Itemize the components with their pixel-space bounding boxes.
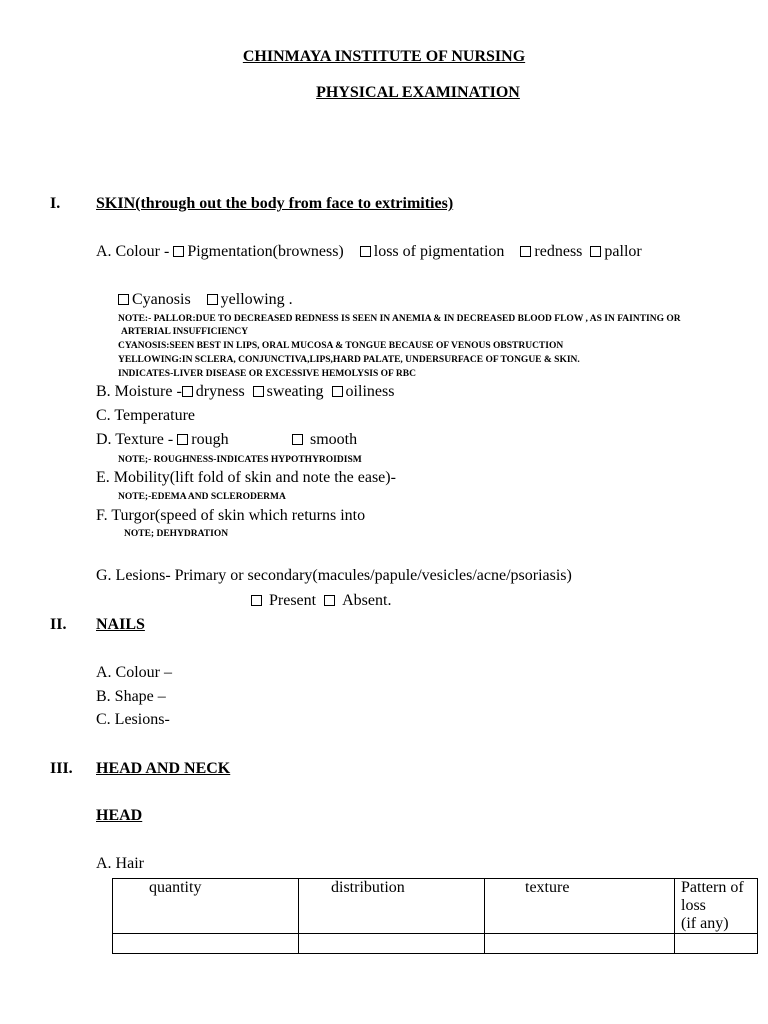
checkbox-absent[interactable] — [324, 595, 335, 606]
option-oiliness: oiliness — [345, 383, 395, 400]
section-number-head-neck: III. — [50, 760, 73, 777]
table-cell[interactable] — [485, 934, 675, 954]
option-loss-of-pigmentation: loss of pigmentation — [373, 243, 505, 260]
nails-item: A. Colour – — [96, 664, 172, 681]
option-redness: redness — [534, 243, 583, 260]
hair-table — [112, 878, 758, 954]
option-cyanosis: Cyanosis — [132, 291, 191, 308]
checkbox-dryness[interactable] — [182, 386, 193, 397]
texture-smooth — [292, 431, 357, 449]
note-cyanosis: CYANOSIS:SEEN BEST IN LIPS, ORAL MUCOSA & TONGUE BECAUSE OF VENOUS OBSTRUCTION — [118, 341, 564, 351]
checkbox-smooth[interactable] — [292, 434, 303, 445]
colour-row-2 — [118, 291, 293, 309]
section-heading-skin: SKIN(through out the body from face to extrimities) — [96, 195, 454, 212]
texture-label: D. Texture - — [96, 431, 174, 448]
form-title: PHYSICAL EXAMINATION — [316, 84, 520, 101]
table-cell[interactable] — [675, 934, 758, 954]
checkbox-loss-of-pigmentation[interactable] — [360, 246, 371, 257]
table-row — [113, 934, 758, 954]
colour-row — [96, 243, 642, 261]
nails-item: C. Lesions- — [96, 711, 170, 728]
lesions-item: G. Lesions- Primary or secondary(macules/papule/vesicles/acne/psoriasis) — [96, 567, 572, 584]
note-edema: NOTE;-EDEMA AND SCLERODERMA — [118, 492, 286, 502]
note-yellowing: YELLOWING:IN SCLERA, CONJUNCTIVA,LIPS,HARD PALATE, UNDERSURFACE OF TONGUE & SKIN. — [118, 355, 580, 365]
section-number-skin: I. — [50, 195, 61, 212]
moisture-label: B. Moisture - — [96, 383, 182, 400]
section-number-nails: II. — [50, 616, 67, 633]
option-pigmentation: Pigmentation(browness) — [187, 243, 344, 260]
colour-label: A. Colour - — [96, 243, 170, 260]
note-arterial: ARTERIAL INSUFFICIENCY — [121, 327, 249, 337]
moisture-row — [96, 383, 394, 401]
note-roughness: NOTE;- ROUGHNESS-INDICATES HYPOTHYROIDISM — [118, 455, 362, 465]
table-header-cell: distribution — [299, 879, 485, 934]
turgor-item: F. Turgor(speed of skin which returns into — [96, 507, 366, 524]
option-pallor: pallor — [604, 243, 642, 260]
note-dehydration: NOTE; DEHYDRATION — [124, 529, 229, 539]
mobility-item: E. Mobility(lift fold of skin and note the ease)- — [96, 469, 396, 486]
checkbox-redness[interactable] — [520, 246, 531, 257]
section-heading-nails: NAILS — [96, 616, 145, 633]
option-rough: rough — [191, 431, 229, 448]
checkbox-yellowing[interactable] — [207, 294, 218, 305]
checkbox-sweating[interactable] — [253, 386, 264, 397]
option-dryness: dryness — [195, 383, 245, 400]
note-pallor: NOTE:- PALLOR:DUE TO DECREASED REDNESS IS SEEN IN ANEMIA & IN DECREASED BLOOD FLOW , AS IN FAINTING OR — [118, 314, 681, 324]
option-absent: Absent. — [342, 592, 392, 609]
checkbox-present[interactable] — [251, 595, 262, 606]
checkbox-rough[interactable] — [177, 434, 188, 445]
texture-row — [96, 431, 229, 449]
option-present: Present — [269, 592, 317, 609]
checkbox-pigmentation[interactable] — [173, 246, 184, 257]
temperature-item: C. Temperature — [96, 407, 195, 424]
nails-item: B. Shape – — [96, 688, 166, 705]
table-cell[interactable] — [299, 934, 485, 954]
option-yellowing: yellowing . — [220, 291, 293, 308]
checkbox-oiliness[interactable] — [332, 386, 343, 397]
institute-title: CHINMAYA INSTITUTE OF NURSING — [242, 48, 526, 65]
subheading-head: HEAD — [96, 807, 143, 824]
lesions-options — [251, 592, 391, 610]
table-header-cell: Pattern of loss (if any) — [675, 879, 758, 934]
table-cell[interactable] — [113, 934, 299, 954]
hair-label: A. Hair — [96, 855, 144, 872]
checkbox-pallor[interactable] — [590, 246, 601, 257]
section-heading-head-neck: HEAD AND NECK — [96, 760, 231, 777]
table-header-cell: quantity — [113, 879, 299, 934]
option-smooth: smooth — [310, 431, 358, 448]
checkbox-cyanosis[interactable] — [118, 294, 129, 305]
note-liver: INDICATES-LIVER DISEASE OR EXCESSIVE HEMOLYSIS OF RBC — [118, 369, 416, 379]
table-header-cell: texture — [485, 879, 675, 934]
table-header-row — [113, 879, 758, 934]
option-sweating: sweating — [266, 383, 324, 400]
